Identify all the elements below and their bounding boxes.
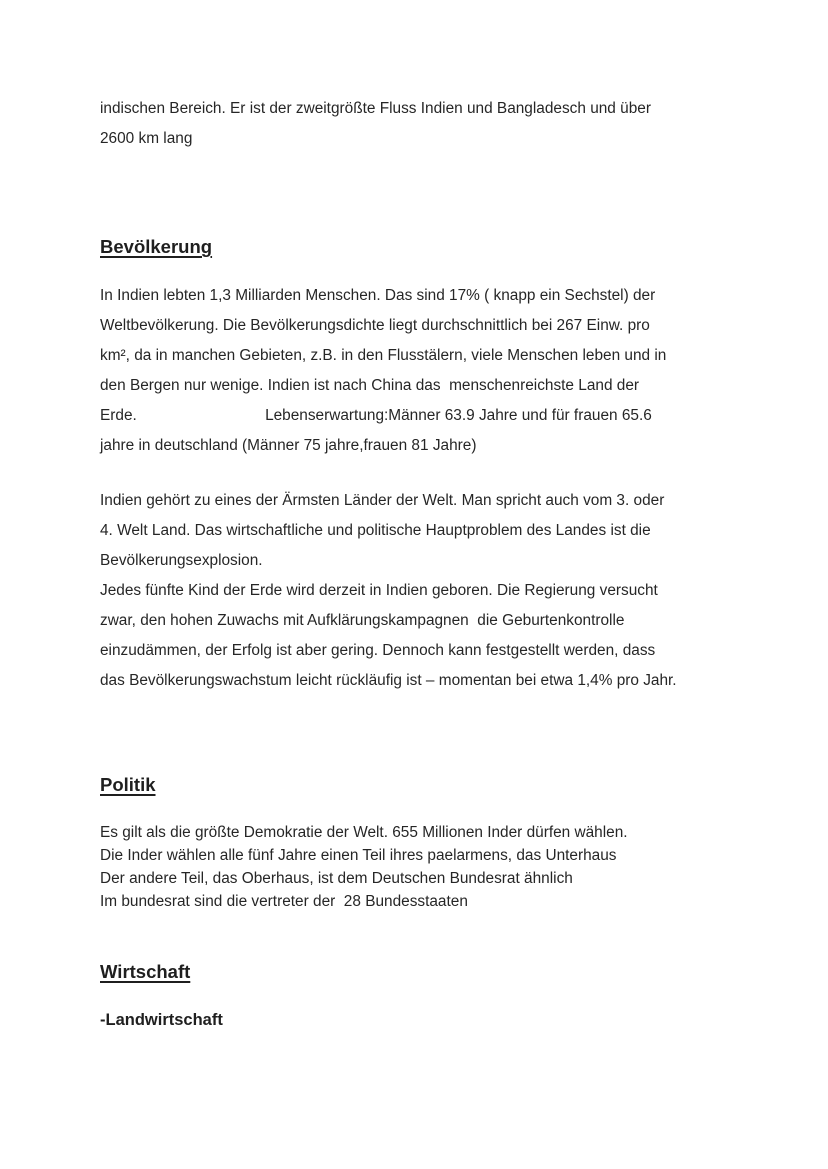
text-line: zwar, den hohen Zuwachs mit Aufklärungskampagnen die Geburtenkontrolle <box>100 612 625 629</box>
bevoelkerung-paragraph-2 <box>100 486 750 696</box>
text-line: den Bergen nur wenige. Indien ist nach China das menschenreichste Land der <box>100 377 640 394</box>
intro-paragraph <box>100 94 750 154</box>
text-line: km², da in manchen Gebieten, z.B. in den Flusstälern, viele Menschen leben und in <box>100 347 667 364</box>
text-line: Jedes fünfte Kind der Erde wird derzeit in Indien geboren. Die Regierung versucht <box>100 582 658 599</box>
section-heading-wirtschaft: Wirtschaft <box>100 961 191 982</box>
section-heading-politik: Politik <box>100 774 156 795</box>
text-line: indischen Bereich. Er ist der zweitgrößte Fluss Indien und Bangladesch und über <box>100 100 651 117</box>
text-line: Die Inder wählen alle fünf Jahre einen Teil ihres paelarmens, das Unterhaus <box>100 847 617 864</box>
text-line: Im bundesrat sind die vertreter der 28 Bundesstaaten <box>100 893 468 910</box>
text-line: einzudämmen, der Erfolg ist aber gering. Dennoch kann festgestellt werden, dass <box>100 642 656 659</box>
text-line: Bevölkerungsexplosion. <box>100 552 263 569</box>
text-line: 4. Welt Land. Das wirtschaftliche und politische Hauptproblem des Landes ist die <box>100 522 651 539</box>
text-line: das Bevölkerungswachstum leicht rückläufig ist – momentan bei etwa 1,4% pro Jahr. <box>100 672 677 689</box>
text-line: Indien gehört zu eines der Ärmsten Länder der Welt. Man spricht auch vom 3. oder <box>100 492 665 509</box>
text-line: Es gilt als die größte Demokratie der Welt. 655 Millionen Inder dürfen wählen. <box>100 824 628 841</box>
subheading-landwirtschaft: -Landwirtschaft <box>100 1011 223 1029</box>
text-line: Erde. Lebenserwartung:Männer 63.9 Jahre und für frauen 65.6 <box>100 407 652 424</box>
text-line: Weltbevölkerung. Die Bevölkerungsdichte liegt durchschnittlich bei 267 Einw. pro <box>100 317 650 334</box>
text-line: jahre in deutschland (Männer 75 jahre,frauen 81 Jahre) <box>100 437 477 454</box>
text-line: Der andere Teil, das Oberhaus, ist dem Deutschen Bundesrat ähnlich <box>100 870 573 887</box>
text-line: In Indien lebten 1,3 Milliarden Menschen. Das sind 17% ( knapp ein Sechstel) der <box>100 287 656 304</box>
politik-paragraph <box>100 821 750 913</box>
text-line: 2600 km lang <box>100 130 193 147</box>
bevoelkerung-paragraph-1 <box>100 281 750 461</box>
section-heading-bevoelkerung: Bevölkerung <box>100 236 213 257</box>
